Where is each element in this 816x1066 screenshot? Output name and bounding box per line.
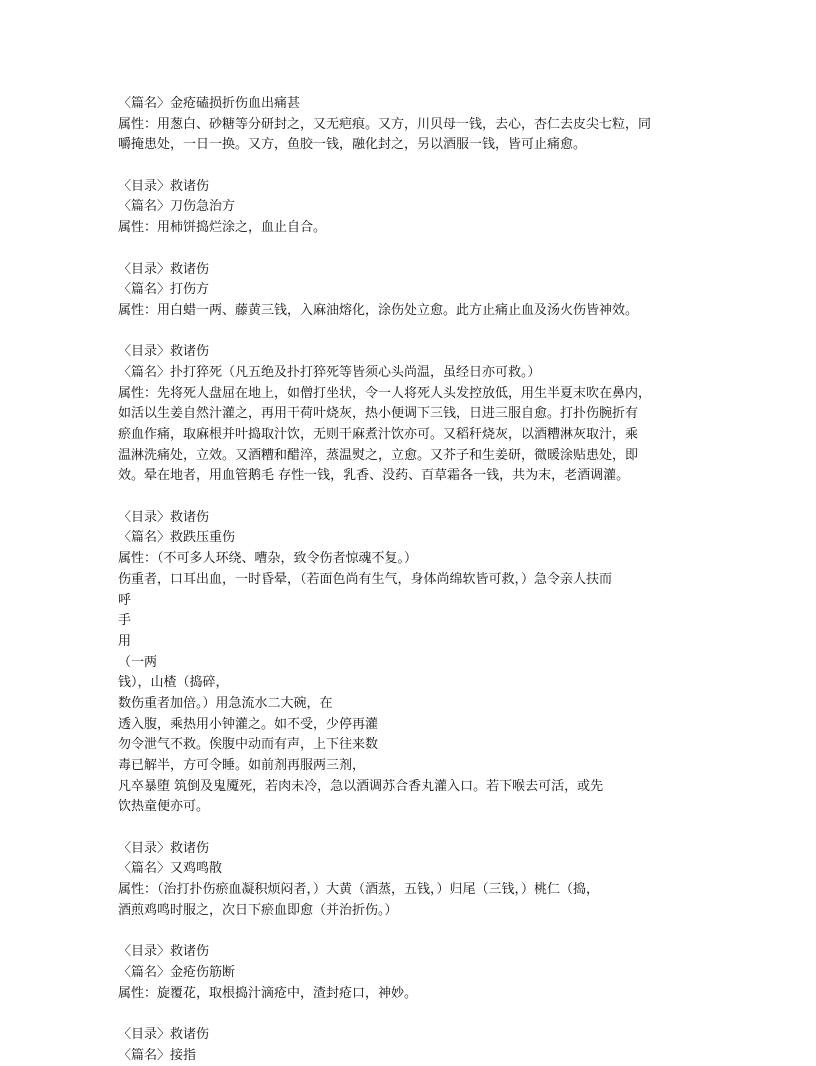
entry-text: 属性：旋覆花，取根捣汁滴疮中，渣封疮口，神妙。 xyxy=(118,985,418,1001)
entry-title: 〈篇名〉金疮伤筋断 xyxy=(118,964,236,980)
entry-text: 属性：（治打扑伤瘀血凝积烦闷者，）大黄（酒蒸，五钱，）归尾（三钱，）桃仁（捣， xyxy=(118,882,600,898)
section-gap xyxy=(118,156,708,177)
section-3 xyxy=(118,260,708,322)
entry-text: 属性：用白蜡一两、藤黄三钱，入麻油熔化，涂伤处立愈。此方止痛止血及汤火伤皆神效。 xyxy=(118,302,639,318)
entry-title: 〈篇名〉打伤方 xyxy=(118,282,210,298)
entry-text: 温淋洗痛处，立效。又酒糟和醋淬，蒸温熨之，立愈。又芥子和生姜研，微暖涂贴患处，即 xyxy=(118,447,639,463)
entry-title: 〈篇名〉扑打猝死（凡五绝及扑打猝死等皆须心头尚温，虽经日亦可救。） xyxy=(118,364,541,380)
entry-text: 手 xyxy=(118,613,132,629)
entry-text: 效。晕在地者，用血管鹅毛 存性一钱，乳香、没药、百草霜各一钱，共为末，老酒调灌。 xyxy=(118,468,630,484)
entry-text: 凡卒暴堕 筑倒及鬼魇死，若肉未冷，急以酒调苏合香丸灌入口。若下喉去可活，或先 xyxy=(118,778,604,794)
entry-text: 嚼掩患处，一日一换。又方，鱼胶一钱，融化封之，另以酒服一钱，皆可止痛愈。 xyxy=(118,137,587,153)
entry-text: 如活以生姜自然汁灌之，再用干荷叶烧灰，热小便调下三钱，日进三服自愈。打扑伤腕折有 xyxy=(118,406,639,422)
entry-text: 属性：用柿饼捣烂涂之，血止自合。 xyxy=(118,220,327,236)
catalog-label: 〈目录〉救诸伤 xyxy=(118,509,210,525)
section-gap xyxy=(118,322,708,343)
catalog-label: 〈目录〉救诸伤 xyxy=(118,344,210,360)
entry-text: 酒煎鸡鸣时服之，次日下瘀血即愈（并治折伤。） xyxy=(118,902,398,918)
section-8 xyxy=(118,1025,708,1066)
entry-text: 属性：（不可多人环绕、嘈杂，致令伤者惊魂不复。） xyxy=(118,551,418,567)
entry-text: 数伤重者加倍。）用急流水二大碗，在 xyxy=(118,695,333,711)
entry-text: 属性：先将死人盘屈在地上，如僧打坐状，令一人将死人头发控放低，用生半夏末吹在鼻内， xyxy=(118,385,652,401)
entry-text: 饮热童便亦可。 xyxy=(118,799,210,815)
section-gap xyxy=(118,818,708,839)
section-gap xyxy=(118,487,708,508)
entry-text: 伤重者，口耳出血，一时昏晕，（若面色尚有生气，身体尚绵软皆可救，）急令亲人扶而 xyxy=(118,571,613,587)
catalog-label: 〈目录〉救诸伤 xyxy=(118,1026,210,1042)
catalog-label: 〈目录〉救诸伤 xyxy=(118,178,210,194)
entry-title: 〈篇名〉金疮磕损折伤血出痛甚 xyxy=(118,96,301,111)
entry-text: 呼 xyxy=(118,592,132,608)
entry-title: 〈篇名〉救跌压重伤 xyxy=(118,530,236,546)
entry-text: 勿令泄气不救。俟腹中动而有声，上下往来数 xyxy=(118,737,379,753)
section-1 xyxy=(118,94,708,156)
entry-title: 〈篇名〉又鸡鸣散 xyxy=(118,861,223,877)
catalog-label: 〈目录〉救诸伤 xyxy=(118,944,210,960)
section-5 xyxy=(118,508,708,818)
entry-title: 〈篇名〉接指 xyxy=(118,1047,197,1063)
document-page xyxy=(118,94,708,1066)
section-4 xyxy=(118,342,708,487)
entry-text: （一两 xyxy=(118,654,158,670)
catalog-label: 〈目录〉救诸伤 xyxy=(118,261,210,277)
entry-title: 〈篇名〉刀伤急治方 xyxy=(118,199,236,215)
section-2 xyxy=(118,177,708,239)
entry-text: 瘀血作痛，取麻根并叶捣取汁饮，无则干麻煮汁饮亦可。又稻秆烧灰，以酒糟淋灰取汁，乘 xyxy=(118,427,639,442)
catalog-label: 〈目录〉救诸伤 xyxy=(118,840,210,856)
entry-text: 钱），山楂（捣碎， xyxy=(118,675,229,691)
section-gap xyxy=(118,239,708,260)
section-gap xyxy=(118,922,708,943)
section-6 xyxy=(118,839,708,922)
entry-text: 透入腹，乘热用小钟灌之。如不受，少停再灌 xyxy=(118,716,379,732)
section-7 xyxy=(118,942,708,1004)
section-gap xyxy=(118,1004,708,1025)
entry-text: 用 xyxy=(118,633,132,649)
entry-text: 毒已解半，方可令睡。如前剂再服两三剂， xyxy=(118,758,366,773)
entry-text: 属性：用葱白、砂糖等分研封之，又无疤痕。又方，川贝母一钱，去心，杏仁去皮尖七粒，同 xyxy=(118,116,652,132)
